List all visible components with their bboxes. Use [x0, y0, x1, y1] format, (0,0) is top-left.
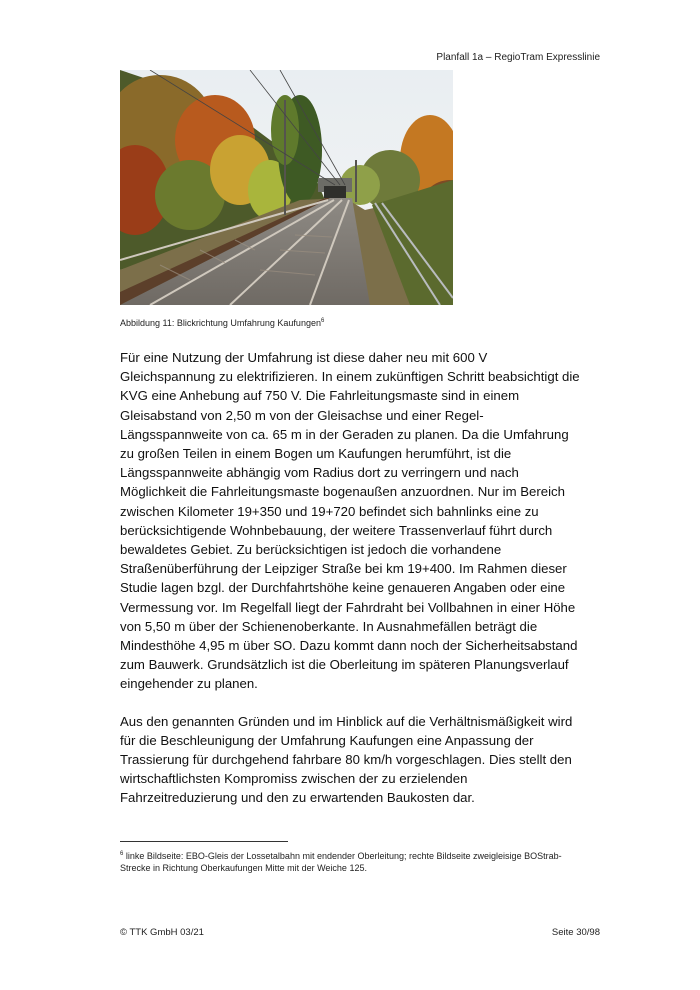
footnote-number: 6	[120, 851, 124, 857]
paragraph: Für eine Nutzung der Umfahrung ist diese daher neu mit 600 V Gleichspannung zu elektrifizieren. In einem zukünftigen Schritt beabsichtigt die KVG eine Anhebung auf 750 V. Die Fahrleitungsmaste sind in einem Gleisabstand von 2,50 m von der Gleisachse und einer Regel-Längsspannweite von ca. 65 m in der Geraden zu planen. Da die Umfahrung zu großen Teilen in einem Bogen um Kaufungen herumführt, ist die Längsspannweite abhängig vom Radius dort zu verringern und nach Möglichkeit die Fahrleitungsmaste bogenaußen anzuordnen. Nur im Bereich zwischen Kilometer 19+350 und 19+720 befindet sich bahnlinks eine zu berücksichtigende Wohnbebauung, der weitere Trassenverlauf führt durch bewaldetes Gebiet. Zu berücksichtigen ist jedoch die vorhandene Straßenüberführung der Leipziger Straße bei km 19+400. Im Rahmen dieser Studie lagen bzgl. der Durchfahrtshöhe keine genaueren Angaben oder eine Vermessung vor. Im Regelfall liegt der Fahrdraht bei Vollbahnen in einer Höhe von 5,50 m über der Schienenoberkante. In Ausnahmefällen beträgt die Mindesthöhe 4,95 m über SO. Dazu kommt dann noch der Sicherheitsabstand zum Bauwerk. Grundsätzlich ist die Oberleitung im späteren Planungsverlauf eingehender zu planen.	[120, 350, 580, 692]
footnote	[120, 848, 590, 874]
body-text	[120, 348, 582, 826]
railway-photo	[120, 70, 453, 305]
footnote-divider	[120, 841, 288, 842]
page-header: Planfall 1a – RegioTram Expresslinie	[436, 52, 600, 63]
footnote-ref: 6	[320, 318, 325, 324]
footer-page-number: Seite 30/98	[551, 927, 600, 938]
caption-text: Abbildung 11: Blickrichtung Umfahrung Kaufungen	[120, 318, 321, 328]
paragraph: Aus den genannten Gründen und im Hinblick auf die Verhältnismäßigkeit wird für die Beschleunigung der Umfahrung Kaufungen eine Anpassung der Trassierung für durchgehend fahrbare 80 km/h vorgeschlagen. Dies stellt den wirtschaftlichsten Kompromiss zwischen der zu erzielenden Fahrzeitreduzierung und den zu erwartenden Baukosten dar.	[120, 713, 573, 806]
figure-caption	[120, 318, 324, 328]
footnote-text: linke Bildseite: EBO-Gleis der Lossetalbahn mit endender Oberleitung; rechte Bildseite zweigleisige BOStrab-Strecke in Richtung Oberkaufungen Mitte mit der Weiche 125.	[120, 851, 562, 873]
footer-copyright: © TTK GmbH 03/21	[120, 927, 204, 938]
